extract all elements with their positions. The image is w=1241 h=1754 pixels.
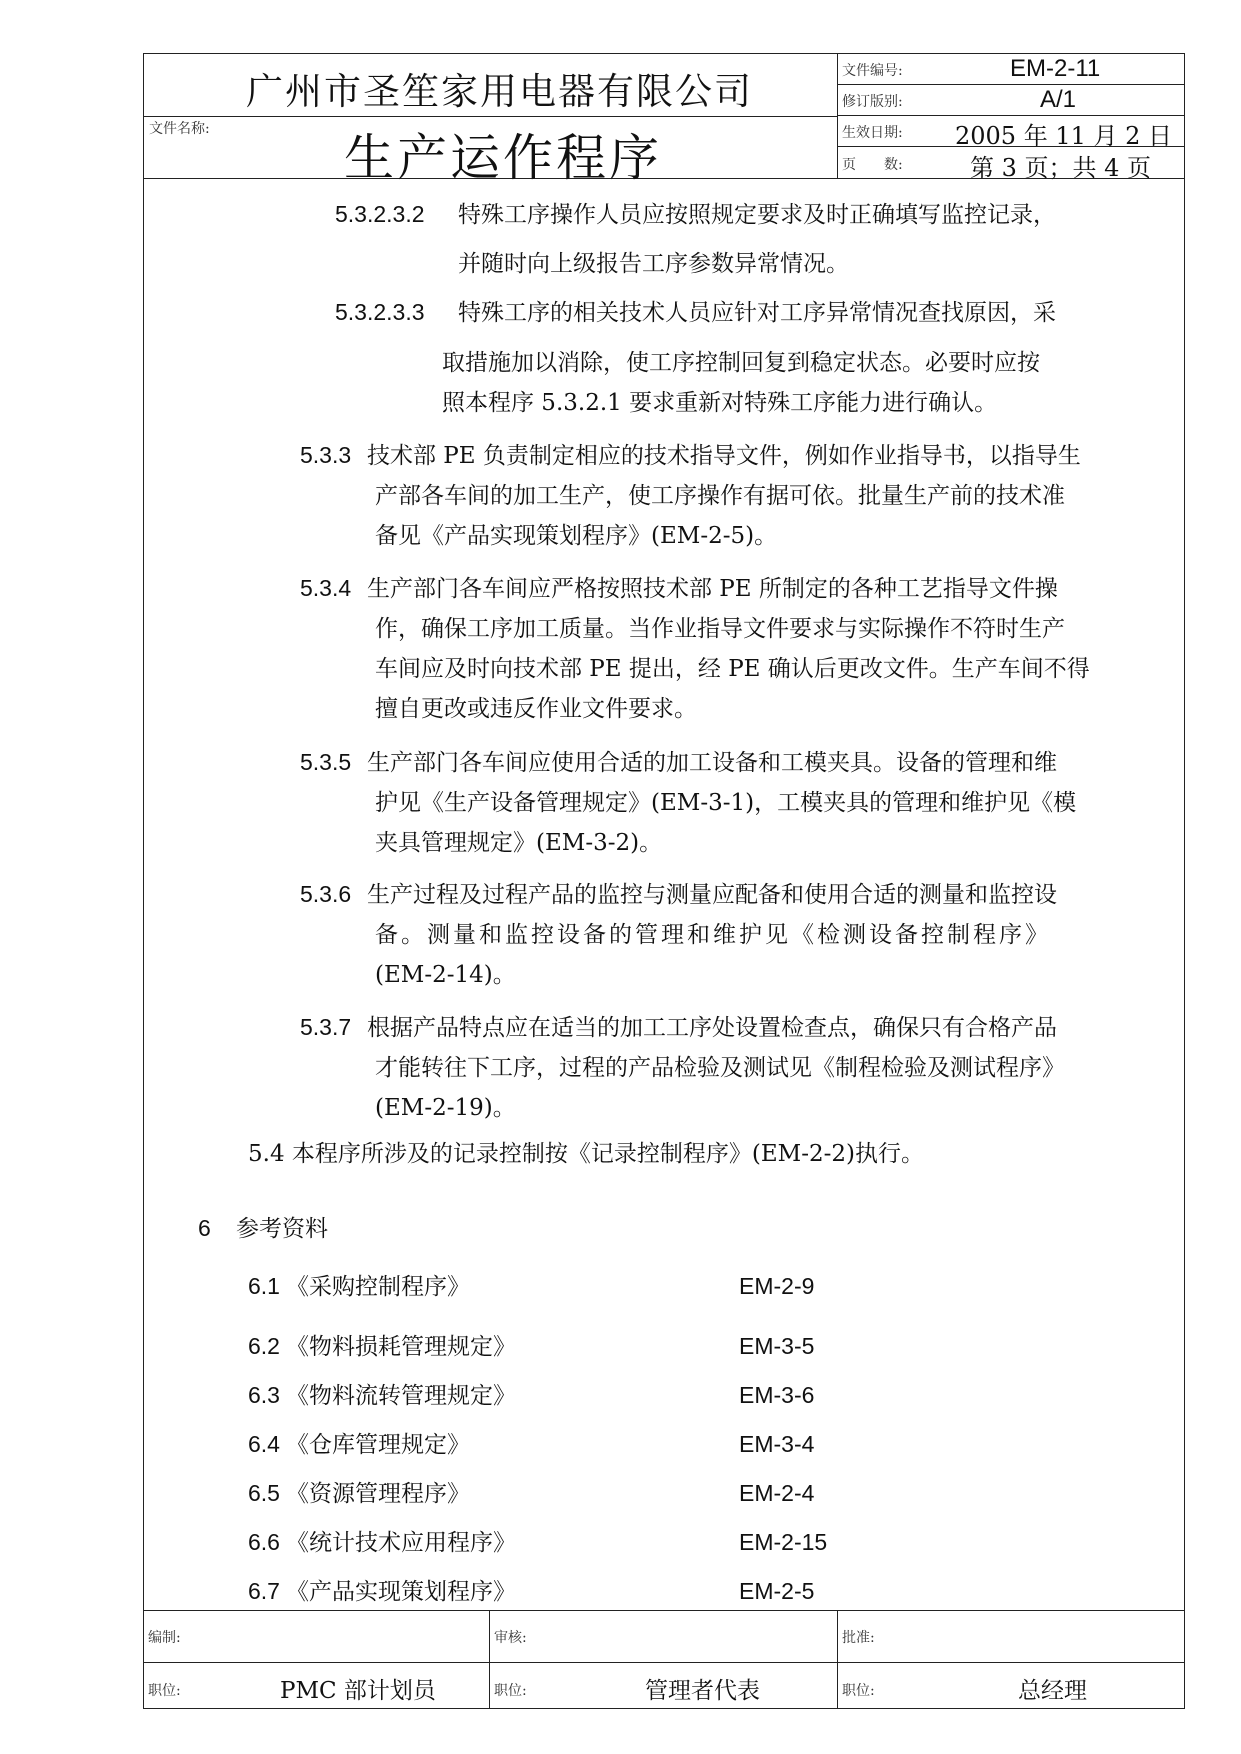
reviewer-position: 管理者代表 (645, 1678, 760, 1704)
reference-code: EM-3-4 (739, 1431, 815, 1457)
item-line: 生产过程及过程产品的监控与测量应配备和使用合适的测量和监控设 (367, 882, 1057, 908)
item-line: 特殊工序操作人员应按照规定要求及时正确填写监控记录， (458, 202, 1056, 228)
item-number: 5.3.5 (300, 749, 352, 775)
position-label: 职位: (494, 1683, 527, 1699)
file-name-label: 文件名称: (149, 121, 210, 137)
section-6-title: 参考资料 (236, 1216, 328, 1242)
item-number: 5.3.4 (300, 575, 352, 601)
item-line: (EM-2-19)。 (375, 1095, 516, 1121)
item-number: 5.3.2.3.3 (335, 299, 425, 325)
reference-name: 《采购控制程序》 (286, 1274, 470, 1300)
header-divider (143, 116, 838, 117)
item-line: 作，确保工序加工质量。当作业指导文件要求与实际操作不符时生产 (375, 616, 1065, 642)
item-line: 特殊工序的相关技术人员应针对工序异常情况查找原因，采 (458, 300, 1056, 326)
doc-number-value: EM-2-11 (1010, 55, 1101, 82)
reference-number: 6.4 (248, 1431, 280, 1457)
item-number: 5.3.6 (300, 881, 352, 907)
effective-date-value: 2005 年 11 月 2 日 (955, 122, 1173, 150)
item-number: 5.3.3 (300, 442, 352, 468)
revision-label: 修订版别: (842, 94, 903, 110)
item-line: 夹具管理规定》(EM-3-2)。 (375, 830, 663, 856)
reference-name: 《资源管理程序》 (286, 1481, 470, 1507)
position-label: 职位: (842, 1683, 875, 1699)
position-label: 职位: (148, 1683, 181, 1699)
item-line: 生产部门各车间应严格按照技术部 PE 所制定的各种工艺指导文件操 (367, 576, 1058, 602)
reference-name: 《物料流转管理规定》 (286, 1383, 516, 1409)
reference-name: 《产品实现策划程序》 (286, 1579, 516, 1605)
item-line: 照本程序 5.3.2.1 要求重新对特殊工序能力进行确认。 (442, 390, 998, 416)
footer-column-divider-1 (489, 1610, 490, 1709)
item-number: 5.3.7 (300, 1014, 352, 1040)
document-title: 生产运作程序 (344, 129, 662, 187)
item-line: 护见《生产设备管理规定》(EM-3-1)，工模夹具的管理和维护见《模 (375, 790, 1077, 816)
footer-top-line (143, 1610, 1185, 1611)
reference-name: 《统计技术应用程序》 (286, 1530, 516, 1556)
reference-code: EM-3-5 (739, 1333, 815, 1359)
doc-number-label: 文件编号: (842, 63, 903, 79)
footer-column-divider-2 (837, 1610, 838, 1709)
item-5-4: 5.4 本程序所涉及的记录控制按《记录控制程序》(EM-2-2)执行。 (248, 1141, 924, 1167)
item-line: 擅自更改或违反作业文件要求。 (375, 696, 697, 722)
reviewed-by-label: 审核: (494, 1630, 527, 1646)
preparer-position: PMC 部计划员 (280, 1678, 436, 1704)
page-count-label: 页 数: (842, 157, 903, 173)
reference-number: 6.6 (248, 1529, 280, 1555)
item-line: 产部各车间的加工生产，使工序操作有据可依。批量生产前的技术准 (375, 483, 1065, 509)
item-line: 生产部门各车间应使用合适的加工设备和工模夹具。设备的管理和维 (367, 750, 1057, 776)
effective-date-label: 生效日期: (842, 125, 903, 141)
reference-number: 6.2 (248, 1333, 280, 1359)
page-count-value: 第 3 页；共 4 页 (970, 154, 1152, 182)
section-6-number: 6 (198, 1215, 211, 1241)
item-line: 才能转往下工序，过程的产品检验及测试见《制程检验及测试程序》 (375, 1055, 1065, 1081)
approver-position: 总经理 (1018, 1678, 1087, 1704)
company-name: 广州市圣笙家用电器有限公司 (246, 70, 753, 113)
prepared-by-label: 编制: (148, 1630, 181, 1646)
revision-value: A/1 (1040, 86, 1077, 113)
reference-name: 《物料损耗管理规定》 (286, 1334, 516, 1360)
reference-name: 《仓库管理规定》 (286, 1432, 470, 1458)
item-line: 备。测量和监控设备的管理和维护见《检测设备控制程序》 (375, 922, 1051, 948)
item-line: 并随时向上级报告工序参数异常情况。 (458, 251, 849, 277)
reference-code: EM-2-5 (739, 1578, 815, 1604)
reference-number: 6.5 (248, 1480, 280, 1506)
reference-code: EM-2-4 (739, 1480, 815, 1506)
item-line: 技术部 PE 负责制定相应的技术指导文件，例如作业指导书，以指导生 (367, 443, 1081, 469)
item-line: 车间应及时向技术部 PE 提出，经 PE 确认后更改文件。生产车间不得 (375, 656, 1090, 682)
reference-code: EM-2-9 (739, 1273, 815, 1299)
reference-number: 6.7 (248, 1578, 280, 1604)
reference-number: 6.3 (248, 1382, 280, 1408)
reference-code: EM-2-15 (739, 1529, 828, 1555)
item-line: 备见《产品实现策划程序》(EM-2-5)。 (375, 523, 778, 549)
item-line: 根据产品特点应在适当的加工工序处设置检查点，确保只有合格产品 (367, 1015, 1057, 1041)
footer-middle-line (143, 1662, 1185, 1663)
reference-code: EM-3-6 (739, 1382, 815, 1408)
reference-number: 6.1 (248, 1273, 280, 1299)
item-line: (EM-2-14)。 (375, 962, 516, 988)
item-line: 取措施加以消除，使工序控制回复到稳定状态。必要时应按 (442, 350, 1040, 376)
meta-row-line-1 (837, 84, 1185, 85)
approved-by-label: 批准: (842, 1630, 875, 1646)
item-number: 5.3.2.3.2 (335, 201, 425, 227)
